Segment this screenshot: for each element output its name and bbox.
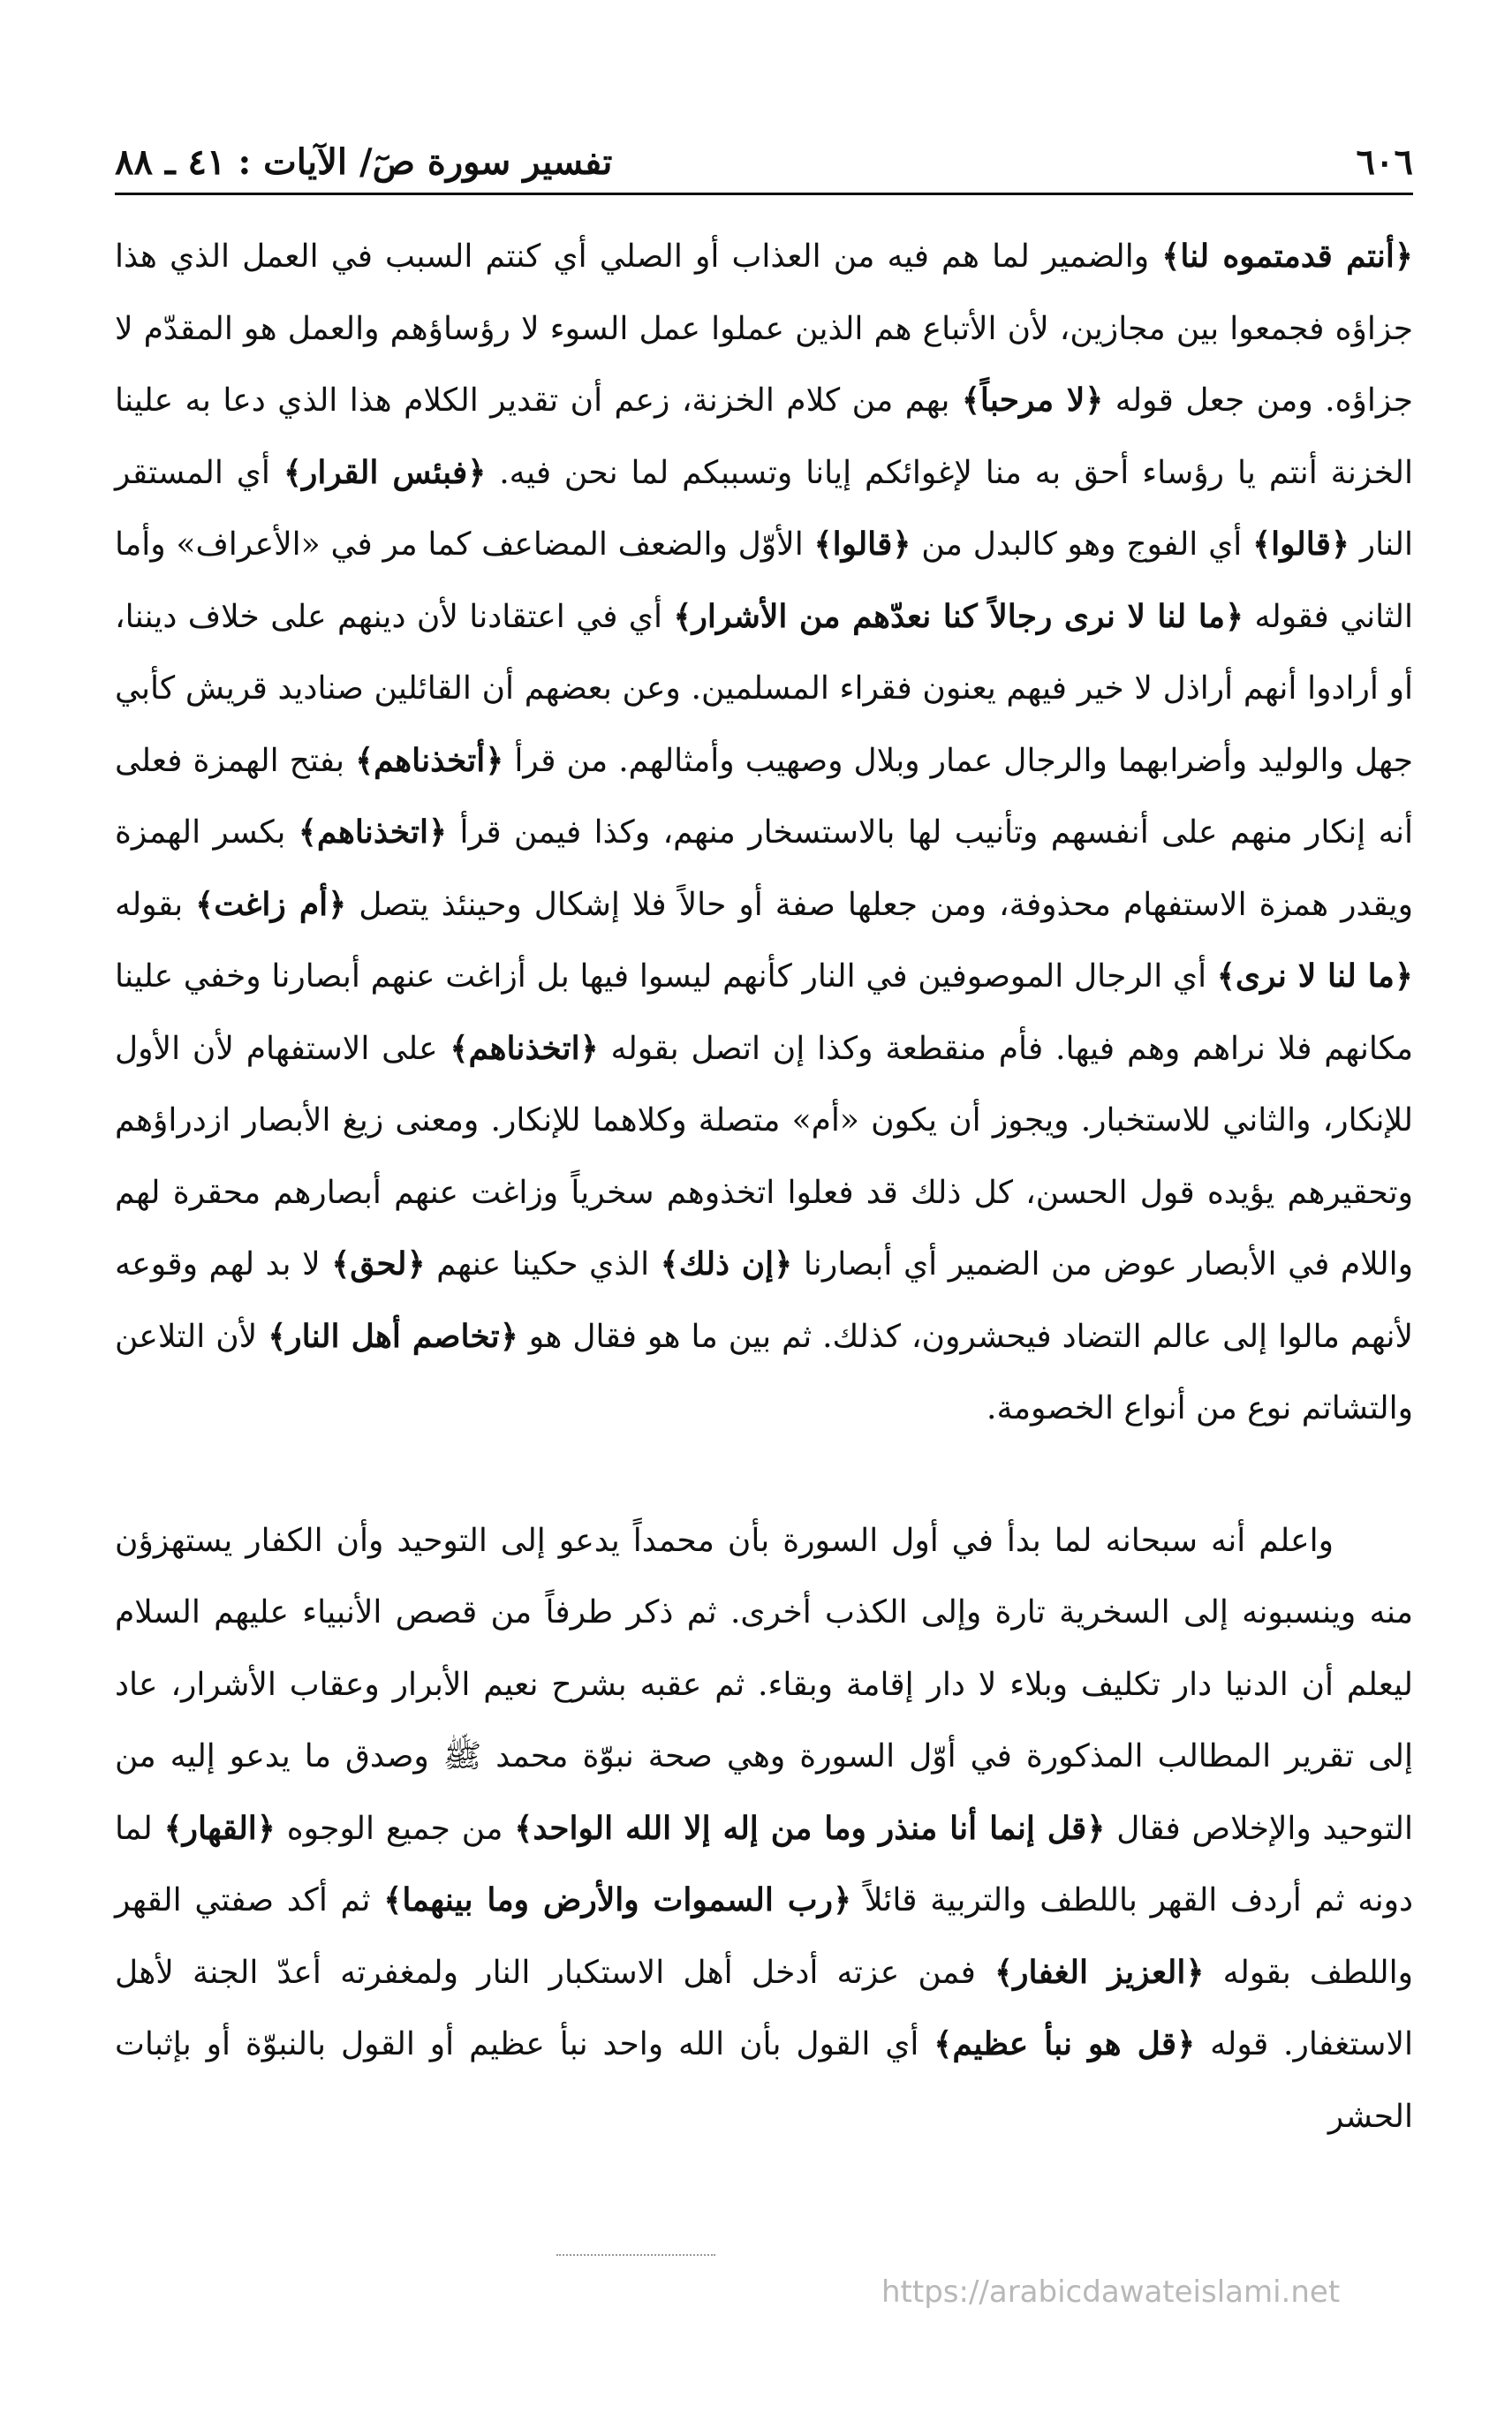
- quran-quote: ﴿قالوا﴾: [1252, 526, 1349, 563]
- text-run: لأن التلاعن والتشاتم نوع من أنواع الخصومة.: [115, 1318, 1413, 1426]
- quran-quote: ﴿لحق﴾: [331, 1245, 426, 1283]
- text-run: على الاستفهام لأن الأول للإنكار، والثاني للاستخبار. ويجوز أن يكون «أم» متصلة وكلاهما للإنكار. ومعنى زيغ الأبصار ازدراؤهم وتحقيرهم يؤيده قول الحسن، كل ذلك قد فعلوا اتخذوهم سخرياً وزاغت عنهم أبصارهم محقرة لهم واللام في الأبصار عوض من الضمير أي أبصارنا: [115, 1030, 1414, 1283]
- commentary-text: [115, 221, 1413, 2153]
- text-run: أي القول بأن الله واحد نبأ عظيم أو القول بالنبوّة أو بإثبات الحشر: [115, 2026, 1413, 2135]
- quran-quote: ﴿لا مرحباً﴾: [961, 382, 1104, 419]
- text-run: أي الرجال الموصوفين في النار كأنهم ليسوا فيها بل أزاغت عنهم أبصارنا وخفي علينا مكانهم فلا نراهم وهم فيها. فأم منقطعة وكذا إن اتصل بقوله: [115, 958, 1414, 1067]
- page-number: ٦٠٦: [1356, 140, 1413, 183]
- quran-quote: ﴿قل هو نبأ عظيم﴾: [934, 2025, 1196, 2062]
- quran-quote: ﴿أنتم قدمتموه لنا﴾: [1161, 238, 1414, 275]
- text-run: أي المستقر النار: [115, 454, 1413, 563]
- text-run: من جميع الوجوه: [275, 1810, 515, 1847]
- quran-quote: ﴿تخاصم أهل النار﴾: [268, 1317, 518, 1355]
- quran-quote: ﴿اتخذناهم﴾: [450, 1029, 599, 1067]
- quran-quote: ﴿العزيز الغفار﴾: [994, 1953, 1205, 1991]
- quran-quote: ﴿رب السموات والأرض وما بينهما﴾: [383, 1881, 852, 1918]
- text-run: بفتح الهمزة فعلى أنه إنكار منهم على أنفسهم وتأنيب لها بالاستسخار منهم، وكذا فيمن قرأ: [115, 742, 1413, 851]
- text-run: ثم أكد صفتي القهر واللطف بقوله: [115, 1882, 1413, 1991]
- text-run: والضمير لما هم فيه من العذاب أو الصلي أي كنتم السبب في العمل الذي هذا جزاؤه فجمعوا بين مجازين، لأن الأتباع هم الذين عملوا عمل السوء لا رؤساؤهم والعمل هو المقدّم لا جزاؤه. ومن جعل قوله: [115, 238, 1413, 419]
- quran-quote: ﴿أم زاغت﴾: [195, 885, 347, 923]
- text-run: لما دونه ثم أردف القهر باللطف والتربية قائلاً: [115, 1810, 1414, 1918]
- quran-quote: ﴿قالوا﴾: [813, 526, 911, 563]
- text-run: بكسر الهمزة ويقدر همزة الاستفهام محذوفة، ومن جعلها صفة أو حالاً فلا إشكال وحينئذ يتصل: [115, 814, 1414, 923]
- quran-quote: ﴿أتخذناهم﴾: [355, 741, 504, 779]
- print-mark: [556, 2254, 715, 2256]
- text-run: واعلم أنه سبحانه لما بدأ في أول السورة بأن محمداً يدعو إلى التوحيد وأن الكفار يستهزؤن منه وينسبونه إلى السخرية تارة وإلى الكذب أخرى. ثم ذكر طرفاً من قصص الأنبياء عليهم السلام ليعلم أن الدنيا دار تكليف وبلاء لا دار إقامة وبقاء. ثم عقبه بشرح نعيم الأبرار وعقاب الأشرار، عاد إلى تقرير المطالب المذكورة في أوّل السورة وهي صحة نبوّة محمد ﷺ وصدق ما يدعو إليه من التوحيد والإخلاص فقال: [115, 1522, 1414, 1847]
- paragraph-1: [115, 221, 1413, 1445]
- text-run: فمن عزته أدخل أهل الاستكبار النار ولمغفرته أعدّ الجنة لأهل الاستغفار. قوله: [115, 1954, 1413, 2062]
- quran-quote: ﴿ما لنا لا نرى رجالاً كنا نعدّهم من الأشرار﴾: [673, 597, 1244, 635]
- text-run: أي في اعتقادنا لأن دينهم على خلاف ديننا، أو أرادوا أنهم أراذل لا خير فيهم يعنون فقراء المسلمين. وعن بعضهم أن القائلين صناديد قريش كأبي جهل والوليد وأضرابهما والرجال عمار وبلال وصهيب وأمثالهم. من قرأ: [115, 598, 1414, 779]
- page-header: [115, 132, 1413, 191]
- quran-quote: ﴿القهار﴾: [163, 1809, 276, 1847]
- paragraph-2: [115, 1505, 1413, 2153]
- text-run: الأوّل والضعف المضاعف كما مر في «الأعراف» وأما الثاني فقوله: [115, 526, 1413, 635]
- text-run: لا بد لهم وقوعه لأنهم مالوا إلى عالم التضاد فيحشرون، كذلك. ثم بين ما هو فقال هو: [115, 1246, 1414, 1355]
- quran-quote: ﴿اتخذناهم﴾: [298, 813, 448, 851]
- text-run: الذي حكينا عنهم: [425, 1246, 661, 1283]
- running-title: تفسير سورة صٓ/ الآيات : ٤١ ـ ٨٨: [115, 140, 613, 183]
- text-run: أي الفوج وهو كالبدل من: [911, 526, 1253, 563]
- quran-quote: ﴿ما لنا لا نرى﴾: [1216, 957, 1413, 995]
- quran-quote: ﴿فبئس القرار﴾: [283, 453, 487, 491]
- quran-quote: ﴿قل إنما أنا منذر وما من إله إلا الله الواحد﴾: [514, 1809, 1106, 1847]
- text-run: بهم من كلام الخزنة، زعم أن تقدير الكلام هذا الذي دعا به علينا الخزنة أنتم يا رؤساء أحق به منا لإغوائكم إيانا وتسببكم لما نحن فيه.: [115, 382, 1413, 491]
- header-rule: [115, 193, 1413, 195]
- quran-quote: ﴿إن ذلك﴾: [660, 1245, 793, 1283]
- text-run: بقوله: [115, 886, 196, 923]
- watermark-url: https://arabicdawateislami.net: [881, 2274, 1341, 2310]
